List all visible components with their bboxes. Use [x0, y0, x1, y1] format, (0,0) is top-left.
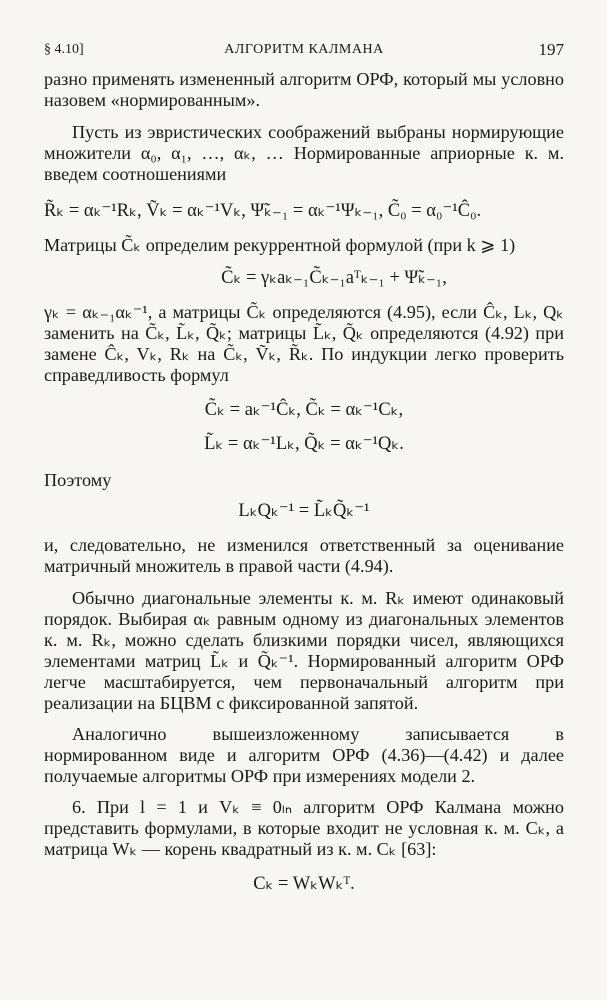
paragraph-4: γₖ = αₖ₋₁αₖ⁻¹, а матрицы C̃ₖ определяются (4.95), если Ĉₖ, Lₖ, Qₖ заменить на C̃ₖ, L̃ₖ, Q̃ₖ; матрицы L̃ₖ, Q̃ₖ определяются (4.92) при замене Ĉₖ, Vₖ, Rₖ на C̃ₖ, Ṽₖ, R̃ₖ. По индукции легко проверить справедливость формул [44, 302, 564, 385]
equation-4: LₖQₖ⁻¹ = L̃ₖQ̃ₖ⁻¹ [238, 501, 370, 521]
paragraph-7: Обычно диагональные элементы к. м. Rₖ имеют одинаковый порядок. Выбирая αₖ равным одному из диагональных элементов к. м. Rₖ, можно сделать близкими порядки чисел, являющихся элементами матриц L̃ₖ и Q̃ₖ⁻¹. Нормированный алгоритм ОРФ легче масштабируется, чем первоначальный алгоритм при реализации на БЦВМ с фиксированной запятой. [44, 588, 564, 713]
running-header [44, 38, 564, 60]
paragraph-5: Поэтому [44, 470, 112, 490]
paragraph-3: Матрицы C̃ₖ определим рекуррентной формулой (при k ⩾ 1) [44, 235, 516, 255]
page-number: 197 [538, 40, 564, 59]
equation-2: C̃ₖ = γₖaₖ₋₁C̃ₖ₋₁aᵀₖ₋₁ + Ψ̃ₖ₋₁, [221, 268, 447, 288]
section-ref: § 4.10] [44, 42, 84, 57]
book-page [44, 38, 564, 898]
chapter-title: АЛГОРИТМ КАЛМАНА [224, 42, 384, 57]
paragraph-8: Аналогично вышеизложенному записывается в нормированном виде и алгоритм ОРФ (4.36)—(4.42) и далее получаемые алгоритмы ОРФ при измерениях модели 2. [44, 724, 564, 786]
paragraph-2: Пусть из эвристических соображений выбраны нормирующие множители α₀, α₁, …, αₖ, … Нормированные априорные к. м. введем соотношениями [44, 122, 564, 184]
paragraph-9: 6. При l = 1 и Vₖ ≡ 0ₗₙ алгоритм ОРФ Калмана можно представить формулами, в которые входит не условная к. м. Cₖ, а матрица Wₖ — корень квадратный из к. м. Cₖ [63]: [44, 797, 564, 859]
equation-5: Cₖ = WₖWₖᵀ. [253, 874, 355, 894]
equation-3a: C̃ₖ = aₖ⁻¹Ĉₖ, C̃ₖ = αₖ⁻¹Cₖ, [204, 400, 404, 420]
paragraph-1: разно применять измененный алгоритм ОРФ, который мы условно назовем «нормированным». [44, 69, 564, 110]
paragraph-6: и, следовательно, не изменился ответственный за оценивание матричный множитель в правой части (4.94). [44, 535, 564, 576]
equation-1: R̃ₖ = αₖ⁻¹Rₖ, Ṽₖ = αₖ⁻¹Vₖ, Ψ̃ₖ₋₁ = αₖ⁻¹Ψₖ₋₁, C̃₀ = α₀⁻¹Ĉ₀. [44, 201, 482, 221]
equation-3b: L̃ₖ = αₖ⁻¹Lₖ, Q̃ₖ = αₖ⁻¹Qₖ. [204, 434, 404, 454]
